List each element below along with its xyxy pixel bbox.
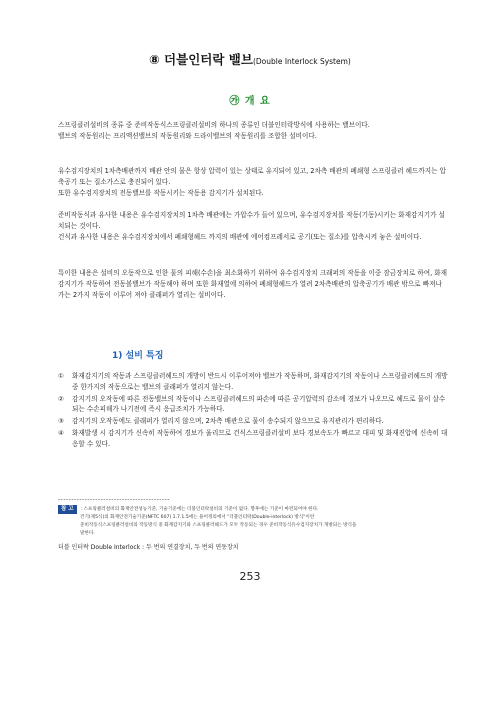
reference-note (58, 505, 448, 538)
list-text: 감지기의 오작동에도 클래퍼가 열리지 않으며, 2차측 배관으로 물이 송수되지 않으므로 유지관리가 편리하다. (72, 417, 384, 426)
title-main: ⑧ 더블인터락 밸브 (149, 52, 253, 67)
note-line: 건기(제5식)의 화재안전기술기준(NFTC 607) 1.7.1.5에는 용어정의에서 "더블인터락(Double-interlock) 방식"이란 (80, 515, 315, 520)
overview-block-4 (58, 268, 448, 300)
note-badge: 참 고 (58, 505, 77, 514)
list-item (58, 416, 448, 427)
footnote-separator: ------------------------------------------ (58, 496, 170, 503)
list-text: 화재감지기의 작동과 스프링클러헤드의 개방이 반드시 이루어져야 밸브가 작동하며, 화재감지기의 작동이나 스프링클러헤드의 개방 중 한가지의 작동으로는 밸브의 클래퍼가 열리지 않는다. (72, 372, 448, 391)
subsection-heading-features: 1) 설비 특징 (112, 351, 164, 361)
list-number: ① (58, 372, 64, 380)
title-subtitle: (Double Interlock System) (252, 57, 351, 66)
note-line: : 스프링클러설비의 화재안전성능기준, 기술기준에는 더블인터락설비의 기준이 없다. 향후에는 기준이 마련되어야 한다. (80, 507, 319, 512)
list-number: ② (58, 394, 64, 403)
paragraph: 유수검지장치의 1차측배관까지 배관 안의 물은 항상 압력이 있는 상태로 유지되어 있고, 2차측 배관의 폐쇄형 스프링클러 헤드까지는 압축공기 또는 질소가스로 충진되어 있다. (58, 167, 446, 186)
feature-list (58, 371, 448, 451)
note-line: 준비작동식스프링클러설비의 작동방식 중 화재감지기와 스프링클러헤드가 모두 작동되는 경우 준비작동식유수검지장치가 개방되는 방식을 (80, 523, 357, 528)
paragraph: 특이한 내용은 설비의 오동작으로 인한 물의 피해(수손)을 최소화하기 위하여 유수검지장치 크래퍼의 작동을 이중 잠금장치로 하여, 화재감지기가 작동하여 전동볼밸브가 작동해야 하며 또한 화재열에 의하여 폐쇄형헤드가 열려 2차측배관의 압축공기가 배관 밖으로 빠져나가는 2가지 작동이 이루어 져야 클래퍼가 열리는 설비이다. (58, 269, 448, 299)
list-item (58, 394, 448, 416)
paragraph: 밸브의 작동원리는 프리액션밸브의 작동원리와 드라이밸브의 작동원리를 조합한 설비이다. (58, 131, 317, 140)
definition-line: 더블 인터락 Double Interlock : 두 번의 연결장치, 두 번의 연동장치 (58, 544, 239, 551)
list-number: ④ (58, 428, 64, 437)
overview-block-3 (58, 210, 448, 242)
overview-block-2 (58, 166, 448, 198)
paragraph: 스프링클러설비의 종류 중 준비작동식스프링클러설비의 하나의 종류인 더블인터락방식에 사용하는 밸브이다. (58, 121, 370, 129)
page-title (0, 50, 500, 68)
note-line: 말한다. (80, 531, 95, 536)
list-item (58, 371, 448, 393)
list-text: 화재발생 시 감지기가 신속히 작동하여 경보가 울리므로 건식스프링클러설비 보다 경보속도가 빠르고 대피 및 화재진압에 신속히 대응할 수 있다. (72, 428, 448, 448)
list-item (58, 428, 448, 450)
page-number: 253 (239, 570, 261, 583)
list-number: ③ (58, 417, 64, 426)
overview-block-1 (58, 120, 448, 142)
paragraph: 건식과 유사한 내용은 유수검지장치에서 폐쇄형헤드 까지의 배관에 에어컴프레서로 공기(또는 질소)를 압축시켜 놓은 설비이다. (58, 232, 422, 241)
section-heading-overview: ㉮ 개 요 (229, 96, 271, 107)
paragraph: 준비작동식과 유사한 내용은 유수검지장치의 1차측 배관에는 가압수가 들어 있으며, 유수검지장치를 작동(기동)시키는 화재감지기가 설치되는 것이다. (58, 211, 445, 230)
paragraph: 또한 유수검지장치의 전동밸브를 작동시키는 작동용 감지기가 설치된다. (58, 188, 264, 197)
list-text: 감지기의 오작동에 따른 전동밸브의 작동이나 스프링클러헤드의 파손에 따른 공기압력의 감소에 경보가 나오므로 헤드로 물이 살수되는 수손피해가 나기전에 즉시 응급조치가 가능하다. (72, 394, 446, 414)
